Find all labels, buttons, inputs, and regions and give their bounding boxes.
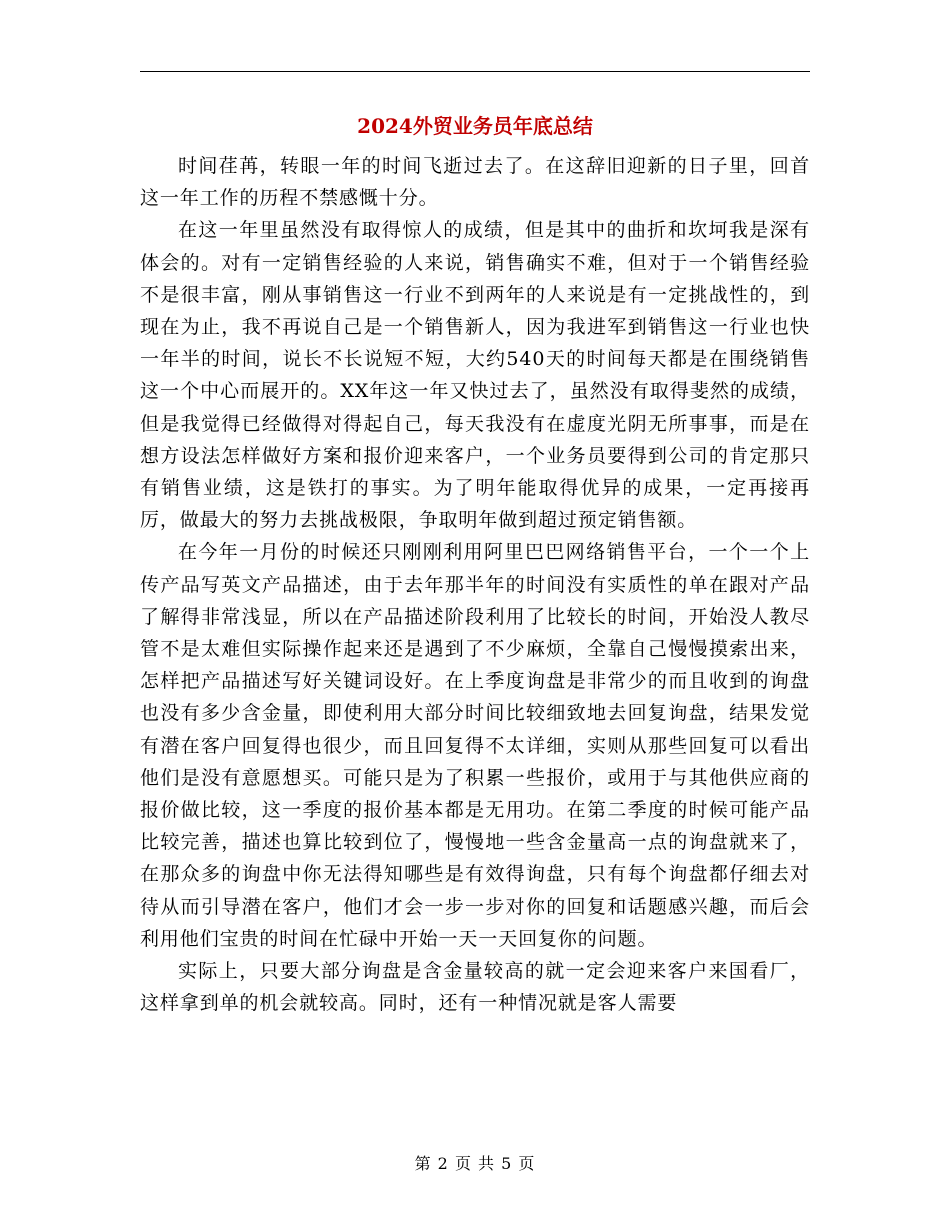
paragraph-4: 实际上，只要大部分询盘是含金量较高的就一定会迎来客户来国看厂，这样拿到单的机会就较高。同时，还有一种情况就是客人需要 bbox=[140, 960, 810, 1015]
paragraph-1: 时间荏苒，转眼一年的时间飞逝过去了。在这辞旧迎新的日子里，回首这一年工作的历程不禁感慨十分。 bbox=[140, 155, 810, 210]
page-number-label: 第 2 页 共 5 页 bbox=[414, 1154, 536, 1173]
page-footer bbox=[140, 1152, 810, 1176]
document-title: 2024外贸业务员年底总结 bbox=[357, 114, 593, 138]
paragraph-3: 在今年一月份的时候还只刚刚利用阿里巴巴网络销售平台，一个一个上传产品写英文产品描述，由于去年那半年的时间没有实质性的单在跟对产品了解得非常浅显，所以在产品描述阶段利用了比较长的时间，开始没人教尽管不是太难但实际操作起来还是遇到了不少麻烦，全靠自己慢慢摸索出来，怎样把产品描述写好关键词设好。在上季度询盘是非常少的而且收到的询盘也没有多少含金量，即使利用大部分时间比较细致地去回复询盘，结果发觉有潜在客户回复得也很少，而且回复得不太详细，实则从那些回复可以看出他们是没有意愿想买。可能只是为了积累一些报价，或用于与其他供应商的报价做比较，这一季度的报价基本都是无用功。在第二季度的时候可能产品比较完善，描述也算比较到位了，慢慢地一些含金量高一点的询盘就来了，在那众多的询盘中你无法得知哪些是有效得询盘，只有每个询盘都仔细去对待从而引导潜在客户，他们才会一步一步对你的回复和话题感兴趣，而后会利用他们宝贵的时间在忙碌中开始一天一天回复你的问题。 bbox=[140, 541, 810, 950]
document-body bbox=[140, 150, 810, 1019]
paragraph-2: 在这一年里虽然没有取得惊人的成绩，但是其中的曲折和坎坷我是深有体会的。对有一定销售经验的人来说，销售确实不难，但对于一个销售经验不是很丰富，刚从事销售这一行业不到两年的人来说是有一定挑战性的，到现在为止，我不再说自己是一个销售新人，因为我进军到销售这一行业也快一年半的时间，说长不长说短不短，大约540天的时间每天都是在围绕销售这一个中心而展开的。XX年这一年又快过去了，虽然没有取得斐然的成绩，但是我觉得已经做得对得起自己，每天我没有在虚度光阴无所事事，而是在想方设法怎样做好方案和报价迎来客户，一个业务员要得到公司的肯定那只有销售业绩，这是铁打的事实。为了明年能取得优异的成果，一定再接再厉，做最大的努力去挑战极限，争取明年做到超过预定销售额。 bbox=[140, 219, 810, 532]
header-rule bbox=[140, 71, 810, 72]
